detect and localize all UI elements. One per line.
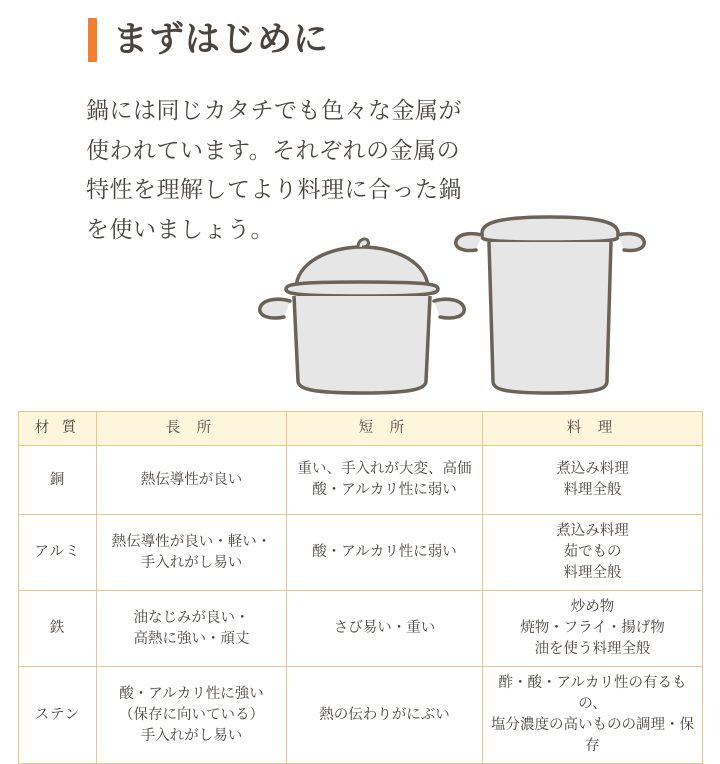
table-row <box>19 515 703 591</box>
cell-dishes: 酢・酸・アルカリ性の有るもの、 塩分濃度の高いものの調理・保存 <box>483 667 703 764</box>
intro-line: 特性を理解してより料理に合った鍋 <box>86 177 462 204</box>
cell-cons: さび易い・重い <box>287 591 483 667</box>
pots-illustration <box>250 205 690 400</box>
cell-pros: 油なじみが良い・ 高熱に強い・頑丈 <box>97 591 287 667</box>
materials-table <box>18 411 703 764</box>
cell-material: 鉄 <box>19 591 97 667</box>
stockpot-with-lid-illustration <box>260 239 464 393</box>
page-heading <box>88 18 329 62</box>
cell-material: ステン <box>19 667 97 764</box>
cell-pros: 熱伝導性が良い・軽い・ 手入れがし易い <box>97 515 287 591</box>
cell-cons: 酸・アルカリ性に弱い <box>287 515 483 591</box>
cell-cons: 重い、手入れが大変、高価 酸・アルカリ性に弱い <box>287 446 483 515</box>
cell-dishes: 炒め物 焼物・フライ・揚げ物 油を使う料理全般 <box>483 591 703 667</box>
table-header-material: 材 質 <box>19 412 97 446</box>
intro-line: 鍋には同じカタチでも色々な金属が <box>86 98 462 124</box>
page-title: まずはじめに <box>113 19 330 60</box>
table-row <box>19 667 703 764</box>
tall-stockpot-illustration <box>456 217 645 393</box>
table-header-pros: 長 所 <box>97 412 287 446</box>
table-header-dishes: 料 理 <box>483 412 703 446</box>
intro-line: を使いましょう。 <box>86 216 274 243</box>
table-header-row <box>19 412 703 446</box>
cell-pros: 酸・アルカリ性に強い （保存に向いている） 手入れがし易い <box>97 667 287 764</box>
cell-material: 銅 <box>19 446 97 515</box>
cell-dishes: 煮込み料理 料理全般 <box>483 446 703 515</box>
cell-material: アルミ <box>19 515 97 591</box>
intro-line: 使われています。それぞれの金属の <box>86 137 461 164</box>
table-row <box>19 591 703 667</box>
table-header-cons: 短 所 <box>287 412 483 446</box>
cell-cons: 熱の伝わりがにぶい <box>287 667 483 764</box>
cell-pros: 熱伝導性が良い <box>97 446 287 515</box>
cell-dishes: 煮込み料理 茹でもの 料理全般 <box>483 515 703 591</box>
table-row <box>19 446 703 515</box>
heading-accent-bar <box>88 18 97 62</box>
